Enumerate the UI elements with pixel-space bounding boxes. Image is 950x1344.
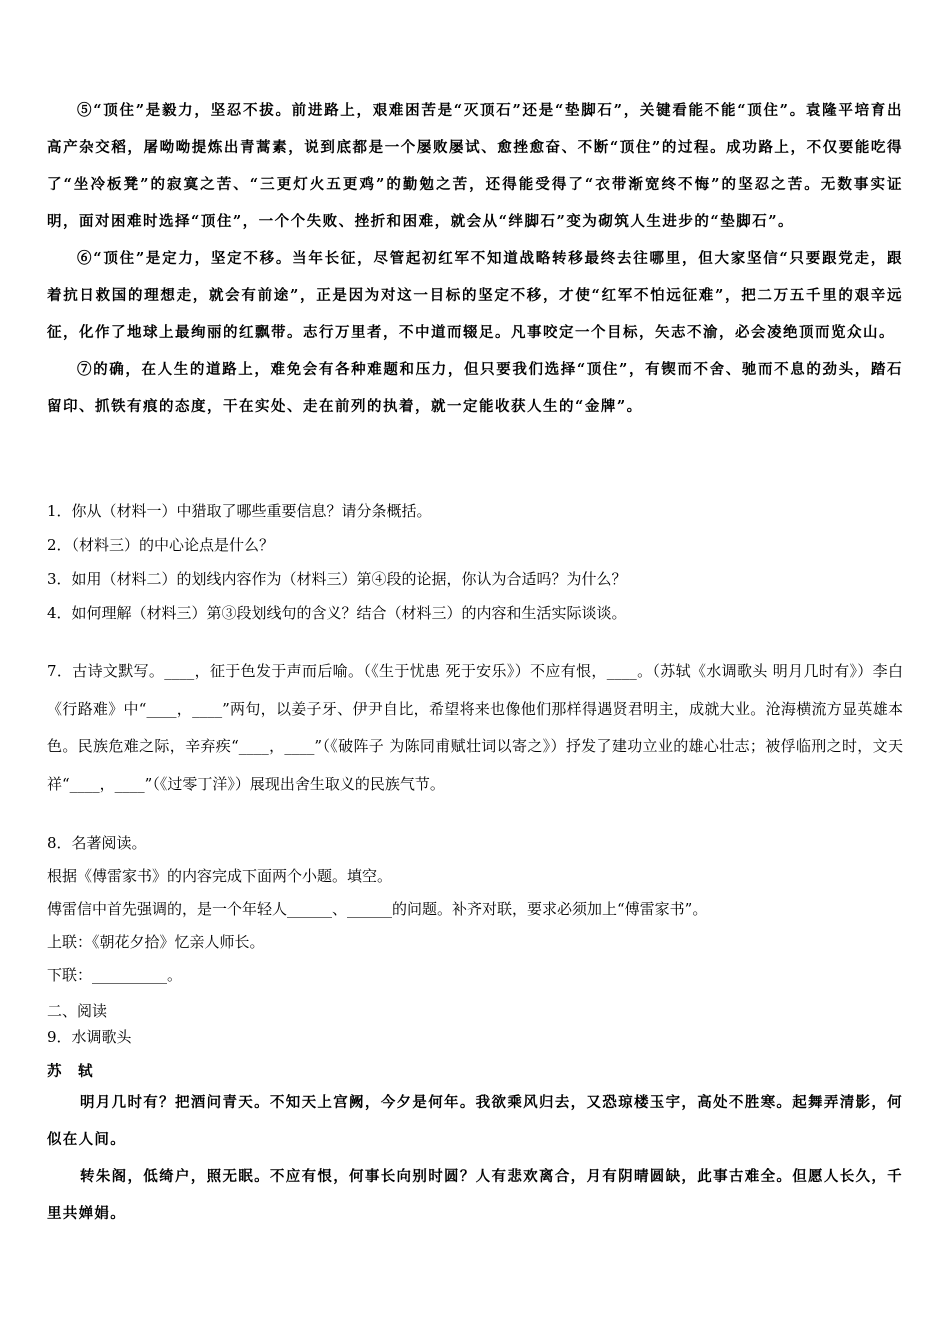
poem-text <box>47 1084 903 1232</box>
question-8-fill: 傅雷信中首先强调的，是一个年轻人______、______的问题。补齐对联，要求必须加上“傅雷家书”。 <box>47 900 708 918</box>
passage-material3 <box>47 92 903 425</box>
poem-author: 苏 轼 <box>47 1063 94 1080</box>
paragraph-7: ⑦的确，在人生的道路上，难免会有各种难题和压力，但只要我们选择“顶住”，有锲而不舍、驰而不息的劲头，踏石留印、抓铁有痕的态度，干在实处、走在前列的执着，就一定能收获人生的“金牌”。 <box>47 361 903 415</box>
question-7-text: 7．古诗文默写。____，征于色发于声而后喻。（《生于忧患 死于安乐》）不应有恨，____。（苏轼《水调歌头 明月几时有》）李白《行路难》中“____，____”两句，以姜子牙、伊尹自比，希望将来也像他们那样得遇贤君明主，成就大业。沧海横流方显英雄本色。民族危难之际，辛弃疾“____，____”（《破阵子 为陈同甫赋壮词以寄之》）抒发了建功立业的雄心壮志；被俘临刑之时，文天祥“____，____”（《过零丁洋》）展现出舍生取义的民族气节。 <box>47 662 903 793</box>
question-8-title: 8．名著阅读。 <box>47 834 147 852</box>
couplet-lower: 下联：__________。 <box>47 966 183 984</box>
section-title: 二、阅读 <box>47 1002 108 1020</box>
question-8-instruction: 根据《傅雷家书》的内容完成下面两个小题。填空。 <box>47 867 393 885</box>
section-reading <box>47 998 903 1050</box>
question-9-title: 9．水调歌头 <box>47 1028 132 1046</box>
question-1: 1．你从（材料一）中猎取了哪些重要信息？请分条概括。 <box>47 502 432 520</box>
paragraph-5: ⑤“顶住”是毅力，坚忍不拔。前进路上，艰难困苦是“灭顶石”还是“垫脚石”，关键看能不能“顶住”。袁隆平培育出高产杂交稻，屠呦呦提炼出青蒿素，说到底都是一个屡败屡试、愈挫愈奋、不断“顶住”的过程。成功路上，不仅要能吃得了“坐冷板凳”的寂寞之苦、“三更灯火五更鸡”的勤勉之苦，还得能受得了“衣带渐宽终不悔”的坚忍之苦。无数事实证明，面对困难时选择“顶住”，一个个失败、挫折和困难，就会从“绊脚石”变为砌筑人生进步的“垫脚石”。 <box>47 102 903 230</box>
question-7 <box>47 653 903 803</box>
question-list <box>47 494 903 630</box>
paragraph-6: ⑥“顶住”是定力，坚定不移。当年长征，尽管起初红军不知道战略转移最终去往哪里，但大家坚信“只要跟党走，跟着抗日救国的理想走，就会有前途”，正是因为对这一目标的坚定不移，才使“红军不怕远征难”，把二万五千里的艰辛远征，化作了地球上最绚丽的红飘带。志行万里者，不中道而辍足。凡事咬定一个目标，矢志不渝，必会凌绝顶而览众山。 <box>47 250 903 341</box>
question-3: 3．如用（材料二）的划线内容作为（材料三）第④段的论据，你认为合适吗？为什么？ <box>47 570 627 588</box>
poem-stanza-1: 明月几时有？把酒问青天。不知天上宫阙，今夕是何年。我欲乘风归去，又恐琼楼玉宇，高处不胜寒。起舞弄清影，何似在人间。 <box>47 1094 903 1148</box>
couplet-upper: 上联：《朝花夕拾》忆亲人师长。 <box>47 933 265 951</box>
poem-stanza-2: 转朱阁，低绮户，照无眠。不应有恨，何事长向别时圆？人有悲欢离合，月有阴晴圆缺，此事古难全。但愿人长久，千里共婵娟。 <box>47 1168 903 1222</box>
question-2: 2．（材料三）的中心论点是什么？ <box>47 536 275 554</box>
poem-author-block <box>47 1060 903 1081</box>
question-8 <box>47 827 903 992</box>
question-4: 4．如何理解（材料三）第③段划线句的含义？结合（材料三）的内容和生活实际谈谈。 <box>47 604 627 622</box>
